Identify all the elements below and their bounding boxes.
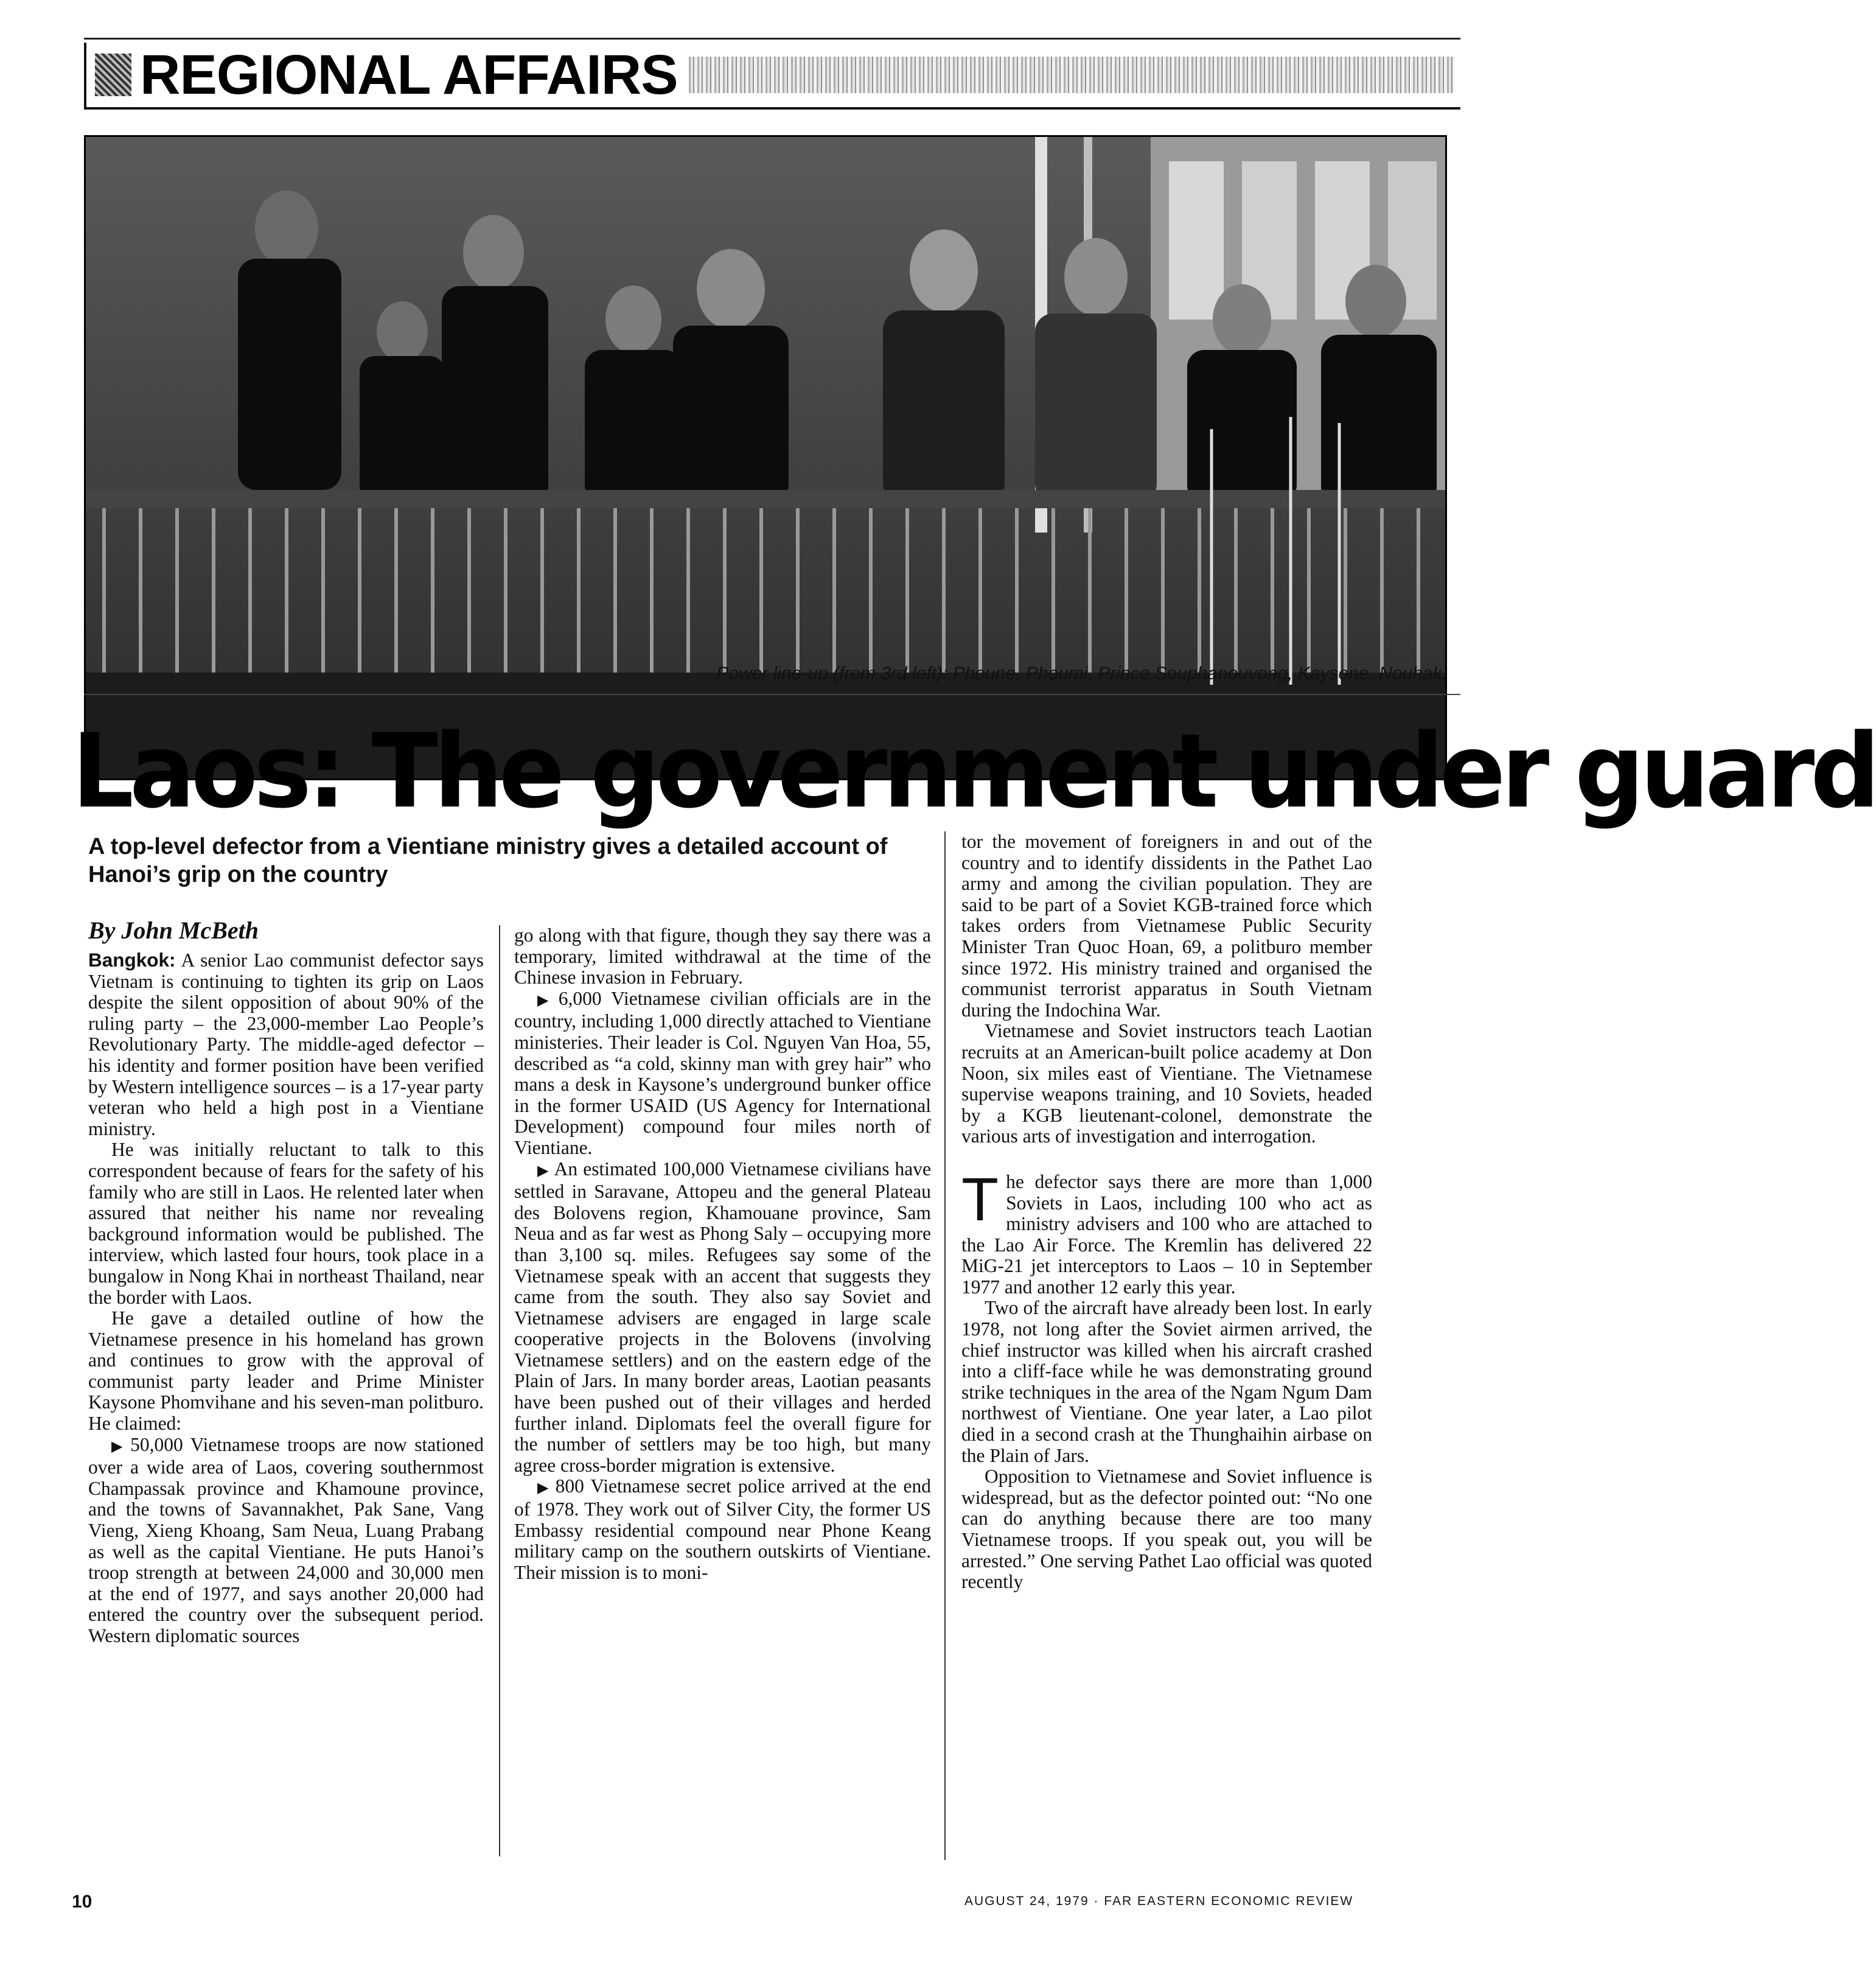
paragraph-text: 6,000 Vietnamese civilian officials are in the country, including 1,000 directly attached to Vientiane ministeries. Their leader is Col. Nguyen Van Hoa, 55, described as “a cold, skinny man with grey hair” who mans a desk in Kaysone’s underground bunker office in the former USAID (US Agency for International Development) compound four miles north of Vientiane. (514, 987, 931, 1158)
paragraph: He was initially reluctant to talk to this correspondent because of fears for the safety of his family who are still in Laos. He relented later when assured that neither his name nor revealing background information would be published. The interview, which lasted four hours, took place in a bungalow in Nong Khai in northeast Thailand, near the border with Laos. (88, 1139, 484, 1308)
article-column-2 (514, 925, 931, 1583)
paragraph-text: he defector says there are more than 1,000 Soviets in Laos, including 100 who act as ministry advisers and 100 who are attached to the Lao Air Force. The Kremlin has delivered 22 MiG-21 jet interceptors to Laos – 10 in September 1977 and another 12 early this year. (961, 1170, 1372, 1298)
dateline: Bangkok: (88, 949, 176, 971)
section-break (961, 1147, 1372, 1172)
paragraph-text: 50,000 Vietnamese troops are now stationed over a wide area of Laos, covering southernmost Champassak province and Khamoune province, and the towns of Savannakhet, Pak Sane, Vang Vieng, Xieng Khoang, Sam Neua, Luang Prabang as well as the capital Vientiane. He puts Hanoi’s troop strength at between 24,000 and 30,000 men at the end of 1977, and says another 20,000 had entered the country over the subsequent period. Western diplomatic sources (88, 1433, 484, 1646)
article-column-3 (961, 831, 1372, 1593)
triangle-bullet-icon: ▶ (111, 1438, 126, 1455)
paragraph (88, 949, 484, 1139)
triangle-bullet-icon: ▶ (537, 1480, 551, 1497)
drop-cap: T (961, 1165, 999, 1234)
deck: A top-level defector from a Vientiane ministry gives a detailed account of Hanoi’s grip on the country (88, 834, 888, 887)
top-rule (84, 38, 1460, 40)
paragraph (514, 988, 931, 1159)
triangle-bullet-icon: ▶ (537, 1163, 549, 1179)
section-title: REGIONAL AFFAIRS (140, 43, 678, 106)
paragraph: Opposition to Vietnamese and Soviet influence is widespread, but as the defector pointed out: “No one can do anything because there are too many Vietnamese troops. If you speak out, you will be arrested.” One serving Pathet Lao official was quoted recently (961, 1466, 1372, 1593)
paragraph (514, 1476, 931, 1583)
issue-line: AUGUST 24, 1979 · FAR EASTERN ECONOMIC REVIEW (964, 1894, 1354, 1908)
section-badge-icon (95, 54, 131, 96)
paragraph: go along with that figure, though they say there was a temporary, limited withdrawal at the time of the Chinese invasion in February. (514, 925, 931, 988)
headline: Laos: The government under guard (72, 711, 1876, 831)
section-header (84, 43, 1460, 110)
paragraph (514, 1159, 931, 1477)
paragraph (961, 1165, 1372, 1298)
photo-caption: Power line-up (from 3rd left): Phoune, Phoumi, Prince Souphanouvong, Kaysone, Nouhak, (716, 663, 1447, 684)
paragraph-text: An estimated 100,000 Vietnamese civilians have settled in Saravane, Attopeu and the general Plateau des Bolovens region, Khamouane province, Sam Neua and as far west as Phong Saly – occupying more than 3,100 sq. miles. Refugees say some of the Vietnamese speak with an accent that suggests they came from the south. They also say Soviet and Vietnamese advisers are engaged in large scale cooperative projects in the Bolovens (involving Vietnamese settlers) and on the eastern edge of the Plain of Jars. In many border areas, Laotian peasants have been pushed out of their villages and herded further inland. Diplomats feel the overall figure for the number of settlers may be too high, but many agree cross-border migration is extensive. (514, 1158, 931, 1476)
paragraph: Vietnamese and Soviet instructors teach Laotian recruits at an American-built police academy at Don Noon, six miles east of Vientiane. The Vietnamese supervise weapons training, and 10 Soviets, headed by a KGB lieutenant-colonel, demonstrate the various arts of investigation and interrogation. (961, 1020, 1372, 1147)
paragraph: He gave a detailed outline of how the Vietnamese presence in his homeland has grown and continues to grow with the approval of communist party leader and Prime Minister Kaysone Phomvihane and his seven-man politburo. He claimed: (88, 1307, 484, 1435)
section-texture (689, 57, 1454, 93)
column-divider (499, 925, 500, 1856)
byline: By John McBeth (88, 917, 259, 944)
column-divider (944, 831, 946, 1860)
paragraph (88, 1435, 484, 1647)
paragraph: Two of the aircraft have already been lost. In early 1978, not long after the Soviet airmen arrived, the chief instructor was killed when his aircraft crashed into a cliff-face while he was demonstrating ground strike techniques in the area of the Ngam Ngum Dam northwest of Vientiane. One year later, a Lao pilot died in a second crash at the Thunghaihin airbase on the Plain of Jars. (961, 1297, 1372, 1466)
page-number: 10 (72, 1892, 92, 1912)
paragraph-text: 800 Vietnamese secret police arrived at the end of 1978. They work out of Silver City, the former US Embassy residential compound near Phone Keang military camp on the southern outskirts of Vientiane. Their mission is to moni- (514, 1475, 931, 1583)
paragraph: tor the movement of foreigners in and out of the country and to identify dissidents in the Pathet Lao army and among the civilian population. They are said to be part of a Soviet KGB-trained force which takes orders from Vietnamese Public Security Minister Tran Quoc Hoan, 69, a politburo member since 1972. His ministry trained and organised the communist terrorist apparatus in South Vietnam during the Indochina War. (961, 831, 1372, 1021)
paragraph-text: A senior Lao communist defector says Vietnam is continuing to tighten its grip on Laos despite the silent opposition of about 90% of the ruling party – the 23,000-member Lao People’s Revolutionary Party. The middle-aged defector – his identity and former position have been verified by Western intelligence sources – is a 17-year party veteran who held a high post in a Vientiane ministry. (88, 949, 484, 1139)
article-column-1 (88, 949, 484, 1647)
triangle-bullet-icon: ▶ (537, 992, 554, 1009)
caption-rule (84, 694, 1460, 695)
